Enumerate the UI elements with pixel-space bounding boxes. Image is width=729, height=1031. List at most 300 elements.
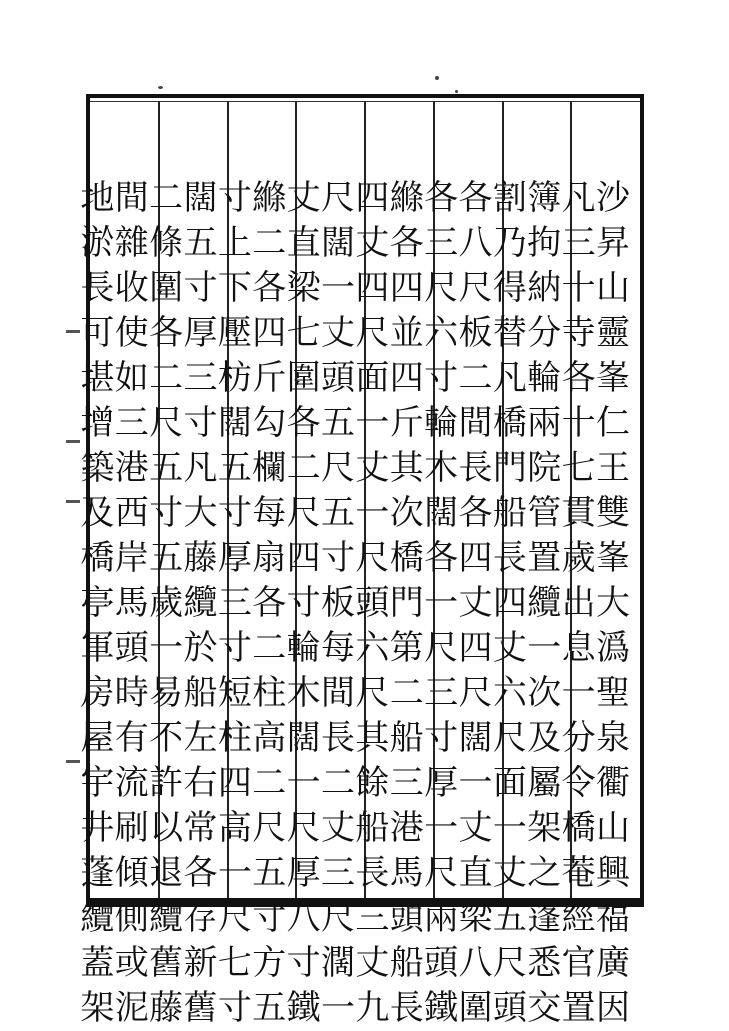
glyph: 並 [389, 313, 424, 353]
glyph: 山 [596, 268, 630, 308]
glyph: 四 [355, 178, 390, 218]
glyph: 二 [321, 763, 355, 803]
glyph: 四 [286, 538, 321, 578]
glyph: 三 [424, 223, 459, 263]
glyph: 柱 [217, 718, 252, 758]
glyph: 寸 [424, 718, 459, 758]
margin-mark [66, 330, 80, 333]
glyph: 泉 [596, 718, 630, 758]
glyph: 纜 [183, 583, 218, 623]
glyph: 歲 [561, 538, 596, 578]
glyph: 長 [355, 853, 390, 893]
glyph: 潙 [596, 628, 630, 668]
glyph: 岸 [114, 538, 149, 578]
glyph: 置 [527, 538, 562, 578]
glyph: 淤 [80, 223, 115, 263]
glyph: 寸 [286, 583, 321, 623]
glyph: 尺 [355, 538, 390, 578]
glyph: 輪 [424, 403, 459, 443]
glyph: 馬 [389, 853, 424, 893]
glyph: 船 [183, 673, 218, 713]
text-column [217, 176, 252, 1028]
glyph: 得 [492, 268, 527, 308]
glyph: 板 [458, 313, 493, 353]
glyph: 木 [286, 673, 321, 713]
glyph: 一 [458, 763, 493, 803]
glyph: 每 [321, 628, 355, 668]
glyph: 藤 [183, 538, 218, 578]
glyph: 廣 [596, 943, 630, 983]
text-column [252, 176, 287, 1028]
glyph: 船 [492, 493, 527, 533]
glyph: 每 [252, 493, 287, 533]
glyph: 圍 [458, 988, 493, 1028]
glyph: 梁 [286, 268, 321, 308]
glyph: 替 [492, 313, 527, 353]
glyph: 三 [217, 583, 252, 623]
glyph: 三 [424, 673, 459, 713]
frame-top-border [86, 94, 644, 98]
glyph: 昇 [596, 223, 630, 263]
text-column [149, 176, 184, 1028]
glyph: 屋 [80, 718, 115, 758]
glyph: 凡 [561, 178, 596, 218]
glyph: 第 [389, 628, 424, 668]
glyph: 港 [114, 448, 149, 488]
glyph: 蓬 [527, 898, 562, 938]
glyph: 之 [527, 853, 562, 893]
glyph: 西 [114, 493, 149, 533]
glyph: 簿 [527, 178, 562, 218]
glyph: 面 [492, 763, 527, 803]
glyph: 橋 [389, 538, 424, 578]
glyph: 令 [561, 763, 596, 803]
glyph: 福 [596, 898, 630, 938]
glyph: 厚 [217, 538, 252, 578]
glyph: 流 [114, 763, 149, 803]
glyph: 四 [458, 538, 493, 578]
glyph: 靈 [596, 313, 630, 353]
glyph: 扇 [252, 538, 287, 578]
glyph: 大 [183, 493, 218, 533]
glyph: 門 [492, 448, 527, 488]
glyph: 八 [458, 223, 493, 263]
glyph: 一 [561, 673, 596, 713]
glyph: 凡 [492, 358, 527, 398]
glyph: 五 [252, 988, 287, 1028]
glyph: 闊 [458, 718, 493, 758]
glyph: 交 [527, 988, 562, 1028]
glyph: 各 [252, 268, 287, 308]
glyph: 雜 [114, 223, 149, 263]
glyph: 梁 [458, 898, 493, 938]
glyph: 間 [321, 673, 355, 713]
glyph: 丈 [492, 628, 527, 668]
text-column [114, 176, 149, 1028]
glyph: 丈 [458, 583, 493, 623]
glyph: 衢 [596, 763, 630, 803]
glyph: 許 [149, 763, 184, 803]
glyph: 丈 [492, 853, 527, 893]
glyph: 寸 [217, 628, 252, 668]
glyph: 增 [80, 403, 115, 443]
glyph: 一 [355, 493, 390, 533]
glyph: 各 [561, 358, 596, 398]
glyph: 峯 [596, 358, 630, 398]
glyph: 二 [252, 763, 287, 803]
glyph: 頭 [389, 898, 424, 938]
glyph: 四 [217, 763, 252, 803]
glyph: 時 [114, 673, 149, 713]
glyph: 及 [527, 718, 562, 758]
glyph: 凡 [183, 448, 218, 488]
glyph: 築 [80, 448, 115, 488]
glyph: 置 [561, 988, 596, 1028]
glyph: 存 [183, 898, 218, 938]
glyph: 下 [217, 268, 252, 308]
glyph: 各 [424, 538, 459, 578]
glyph: 頭 [321, 358, 355, 398]
glyph: 頭 [424, 943, 459, 983]
glyph: 長 [458, 448, 493, 488]
glyph: 寸 [217, 178, 252, 218]
text-column [286, 176, 321, 1028]
glyph: 三 [183, 358, 218, 398]
glyph: 七 [286, 313, 321, 353]
glyph: 長 [321, 718, 355, 758]
glyph: 堪 [80, 358, 115, 398]
glyph: 有 [114, 718, 149, 758]
glyph: 柱 [252, 673, 287, 713]
glyph: 四 [355, 268, 390, 308]
glyph: 一 [355, 403, 390, 443]
glyph: 兩 [424, 898, 459, 938]
glyph: 悉 [527, 943, 562, 983]
margin-mark [66, 760, 80, 763]
glyph: 丈 [458, 808, 493, 848]
glyph: 二 [458, 358, 493, 398]
text-column [321, 176, 355, 1028]
glyph: 各 [424, 178, 459, 218]
glyph: 傾 [114, 853, 149, 893]
glyph: 壓 [217, 313, 252, 353]
glyph: 六 [355, 628, 390, 668]
glyph: 厚 [286, 853, 321, 893]
glyph: 二 [149, 178, 184, 218]
glyph: 頭 [492, 988, 527, 1028]
glyph: 及 [80, 493, 115, 533]
glyph: 常 [183, 808, 218, 848]
glyph: 尺 [321, 178, 355, 218]
glyph: 寸 [321, 538, 355, 578]
glyph: 仁 [596, 403, 630, 443]
glyph: 於 [183, 628, 218, 668]
glyph: 泥 [114, 988, 149, 1028]
glyph: 或 [114, 943, 149, 983]
glyph: 尺 [286, 493, 321, 533]
glyph: 尺 [355, 313, 390, 353]
glyph: 直 [458, 853, 493, 893]
glyph: 舊 [149, 943, 184, 983]
glyph: 五 [217, 448, 252, 488]
glyph: 二 [389, 673, 424, 713]
glyph: 尺 [149, 403, 184, 443]
frame-right-border [640, 94, 644, 907]
glyph: 六 [424, 313, 459, 353]
glyph: 三 [321, 853, 355, 893]
glyph: 收 [114, 268, 149, 308]
glyph: 丈 [286, 178, 321, 218]
glyph: 一 [217, 853, 252, 893]
glyph: 長 [492, 538, 527, 578]
glyph: 四 [389, 268, 424, 308]
glyph: 三 [561, 223, 596, 263]
glyph: 輪 [527, 358, 562, 398]
glyph: 直 [286, 223, 321, 263]
glyph: 十 [561, 403, 596, 443]
glyph: 條 [149, 223, 184, 263]
glyph: 以 [149, 808, 184, 848]
glyph: 圍 [286, 358, 321, 398]
glyph: 貫 [561, 493, 596, 533]
glyph: 不 [149, 718, 184, 758]
glyph: 寸 [252, 898, 287, 938]
glyph: 九 [355, 988, 390, 1028]
margin-mark [66, 500, 80, 503]
glyph: 寸 [217, 988, 252, 1028]
glyph: 八 [458, 943, 493, 983]
glyph: 經 [561, 898, 596, 938]
glyph: 其 [389, 448, 424, 488]
glyph: 板 [321, 583, 355, 623]
glyph: 尺 [424, 853, 459, 893]
glyph: 尺 [492, 718, 527, 758]
glyph: 纜 [80, 898, 115, 938]
glyph: 橋 [492, 403, 527, 443]
glyph: 一 [321, 268, 355, 308]
glyph: 六 [492, 673, 527, 713]
glyph: 七 [217, 943, 252, 983]
glyph: 濶 [321, 943, 355, 983]
glyph: 三 [355, 898, 390, 938]
glyph: 軍 [80, 628, 115, 668]
glyph: 寸 [149, 493, 184, 533]
glyph: 馬 [114, 583, 149, 623]
ink-speck [435, 76, 439, 80]
glyph: 五 [321, 403, 355, 443]
text-column [596, 176, 630, 1028]
glyph: 各 [252, 583, 287, 623]
glyph: 纜 [527, 583, 562, 623]
glyph: 尺 [321, 898, 355, 938]
glyph: 欄 [252, 448, 287, 488]
glyph: 餘 [355, 763, 390, 803]
glyph: 船 [389, 943, 424, 983]
glyph: 尺 [458, 673, 493, 713]
text-column [424, 176, 459, 1028]
glyph: 一 [424, 583, 459, 623]
glyph: 五 [183, 223, 218, 263]
text-column [355, 176, 390, 1028]
glyph: 斤 [252, 358, 287, 398]
glyph: 各 [458, 493, 493, 533]
glyph: 寸 [183, 403, 218, 443]
glyph: 尺 [286, 808, 321, 848]
glyph: 架 [527, 808, 562, 848]
glyph: 宇 [80, 763, 115, 803]
glyph: 五 [492, 898, 527, 938]
glyph: 屬 [527, 763, 562, 803]
glyph: 分 [561, 718, 596, 758]
glyph: 方 [252, 943, 287, 983]
glyph: 二 [252, 223, 287, 263]
glyph: 四 [492, 583, 527, 623]
glyph: 沙 [596, 178, 630, 218]
glyph: 一 [492, 808, 527, 848]
glyph: 纜 [149, 898, 184, 938]
glyph: 寸 [424, 358, 459, 398]
glyph: 一 [286, 763, 321, 803]
glyph: 尺 [424, 268, 459, 308]
glyph: 房 [80, 673, 115, 713]
text-column [183, 176, 218, 1028]
glyph: 二 [286, 448, 321, 488]
glyph: 尺 [217, 898, 252, 938]
glyph: 割 [492, 178, 527, 218]
glyph: 一 [424, 808, 459, 848]
glyph: 各 [149, 313, 184, 353]
glyph: 架 [80, 988, 115, 1028]
glyph: 聖 [596, 673, 630, 713]
glyph: 五 [149, 448, 184, 488]
glyph: 舊 [183, 988, 218, 1028]
glyph: 易 [149, 673, 184, 713]
glyph: 退 [149, 853, 184, 893]
glyph: 厚 [183, 313, 218, 353]
glyph: 興 [596, 853, 630, 893]
glyph: 尺 [492, 943, 527, 983]
glyph: 兩 [527, 403, 562, 443]
glyph: 使 [114, 313, 149, 353]
glyph: 各 [183, 853, 218, 893]
glyph: 船 [355, 808, 390, 848]
glyph: 井 [80, 808, 115, 848]
glyph: 三 [389, 763, 424, 803]
glyph: 鐵 [424, 988, 459, 1028]
glyph: 各 [389, 223, 424, 263]
glyph: 四 [389, 358, 424, 398]
margin-mark [66, 440, 80, 443]
glyph: 頭 [114, 628, 149, 668]
glyph: 一 [321, 988, 355, 1028]
glyph: 息 [561, 628, 596, 668]
glyph: 蓋 [80, 943, 115, 983]
glyph: 因 [596, 988, 630, 1028]
glyph: 闊 [321, 223, 355, 263]
glyph: 五 [252, 853, 287, 893]
glyph: 乃 [492, 223, 527, 263]
glyph: 三 [114, 403, 149, 443]
glyph: 闊 [286, 718, 321, 758]
glyph: 圍 [149, 268, 184, 308]
glyph: 高 [252, 718, 287, 758]
text-column [561, 176, 596, 1028]
glyph: 面 [355, 358, 390, 398]
glyph: 船 [389, 718, 424, 758]
glyph: 一 [149, 628, 184, 668]
glyph: 頭 [355, 583, 390, 623]
glyph: 各 [458, 178, 493, 218]
glyph: 丈 [321, 313, 355, 353]
glyph: 峯 [596, 538, 630, 578]
glyph: 亭 [80, 583, 115, 623]
glyph: 橋 [80, 538, 115, 578]
glyph: 間 [458, 403, 493, 443]
glyph: 寸 [217, 493, 252, 533]
glyph: 門 [389, 583, 424, 623]
glyph: 二 [149, 358, 184, 398]
glyph: 斤 [389, 403, 424, 443]
glyph: 官 [561, 943, 596, 983]
glyph: 雙 [596, 493, 630, 533]
glyph: 八 [286, 898, 321, 938]
glyph: 間 [114, 178, 149, 218]
glyph: 出 [561, 583, 596, 623]
glyph: 尺 [321, 448, 355, 488]
glyph: 尺 [355, 673, 390, 713]
glyph: 側 [114, 898, 149, 938]
glyph: 藤 [149, 988, 184, 1028]
glyph: 歲 [149, 583, 184, 623]
glyph: 五 [149, 538, 184, 578]
glyph: 其 [355, 718, 390, 758]
glyph: 丈 [355, 943, 390, 983]
glyph: 次 [527, 673, 562, 713]
glyph: 闊 [424, 493, 459, 533]
glyph: 二 [252, 628, 287, 668]
glyph: 右 [183, 763, 218, 803]
glyph: 木 [424, 448, 459, 488]
glyph: 鐵 [286, 988, 321, 1028]
glyph: 長 [389, 988, 424, 1028]
glyph: 尺 [458, 268, 493, 308]
glyph: 四 [252, 313, 287, 353]
glyph: 一 [527, 628, 562, 668]
glyph: 長 [80, 268, 115, 308]
glyph: 刷 [114, 808, 149, 848]
glyph: 地 [80, 178, 115, 218]
text-column [527, 176, 562, 1028]
glyph: 橋 [561, 808, 596, 848]
glyph: 縧 [252, 178, 287, 218]
glyph: 納 [527, 268, 562, 308]
glyph: 拘 [527, 223, 562, 263]
glyph: 七 [561, 448, 596, 488]
glyph: 輪 [286, 628, 321, 668]
text-column [389, 176, 424, 1028]
glyph: 丈 [355, 448, 390, 488]
glyph: 新 [183, 943, 218, 983]
glyph: 大 [596, 583, 630, 623]
ink-speck [455, 90, 458, 93]
glyph: 左 [183, 718, 218, 758]
glyph: 管 [527, 493, 562, 533]
glyph: 丈 [355, 223, 390, 263]
glyph: 次 [389, 493, 424, 533]
glyph: 王 [596, 448, 630, 488]
glyph: 寸 [183, 268, 218, 308]
glyph: 厚 [424, 763, 459, 803]
